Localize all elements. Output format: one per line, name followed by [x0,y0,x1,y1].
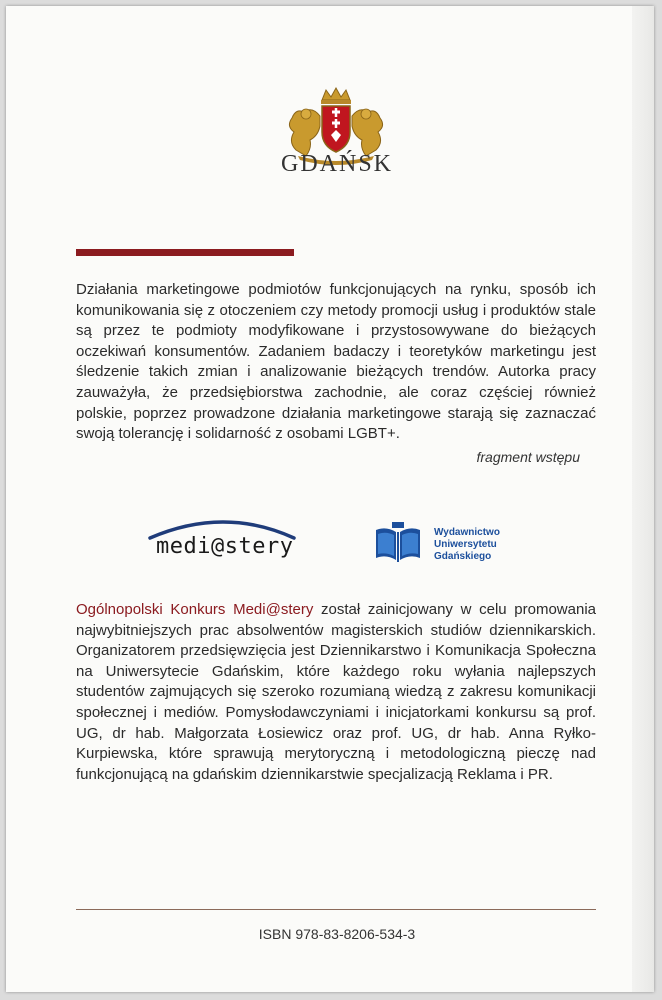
open-book-icon [372,522,424,566]
intro-caption: fragment wstępu [476,449,580,465]
book-back-cover [6,6,654,992]
contest-name: Ogólnopolski Konkurs Medi@stery [76,601,314,618]
mediastery-logo [144,512,314,572]
isbn-number: ISBN 978-83-8206-534-3 [258,926,416,942]
publisher-logo [372,522,532,572]
accent-bar [76,249,294,256]
footer-divider [76,909,596,910]
city-name: GDAŃSK [280,151,393,177]
intro-paragraph: Działania marketingowe podmiotów funkcjonujących na rynku, sposób ich komunikowania się z otoczeniem czy metody promocji usług i produktów stale są przez te podmioty modyfikowane i przystosowywane do bieżących oczekiwań konsumentów. Zadaniem badaczy i teoretyków marketingu jest śledzenie takich zmian i analizowanie bieżących trendów. Autorka pracy zauważyła, że przedsiębiorstwa zachodnie, ale coraz częściej również polskie, poprzez prowadzone działania marketingowe starają się zaznaczać swoją tolerancję i solidarność z osobami LGBT+. [76,281,596,443]
contest-paragraph [76,600,596,785]
publisher-name-line: Gdańskiego [434,551,492,562]
publisher-name-line: Wydawnictwo [434,527,500,538]
mediastery-wordmark: medi@stery [156,534,294,559]
contest-description: został zainicjowany w celu promowania najwybitniejszych prac absolwentów magisterskich studiów dziennikarskich. Organizatorem przedsięwzięcia jest Dziennikarstwo i Komunikacja Społeczna na Uniwersytecie Gdańskim, które każdego roku wyłania najlepszych studentów zajmujących się szeroko rozumianą wiedzą z zakresu komunikacji społecznej i mediów. Pomysłodawczyniami i inicjatorkami konkursu są prof. UG, dr hab. Małgorzata Łosiewicz oraz prof. UG, dr hab. Anna Ryłko-Kurpiewska, które sprawują merytoryczną i metodologiczną pieczę nad funkcjonującą na gdańskim dziennikarstwie specjalizacją Reklama i PR. [76,601,596,783]
publisher-name [434,527,534,563]
publisher-name-line: Uniwersytetu [434,539,497,550]
